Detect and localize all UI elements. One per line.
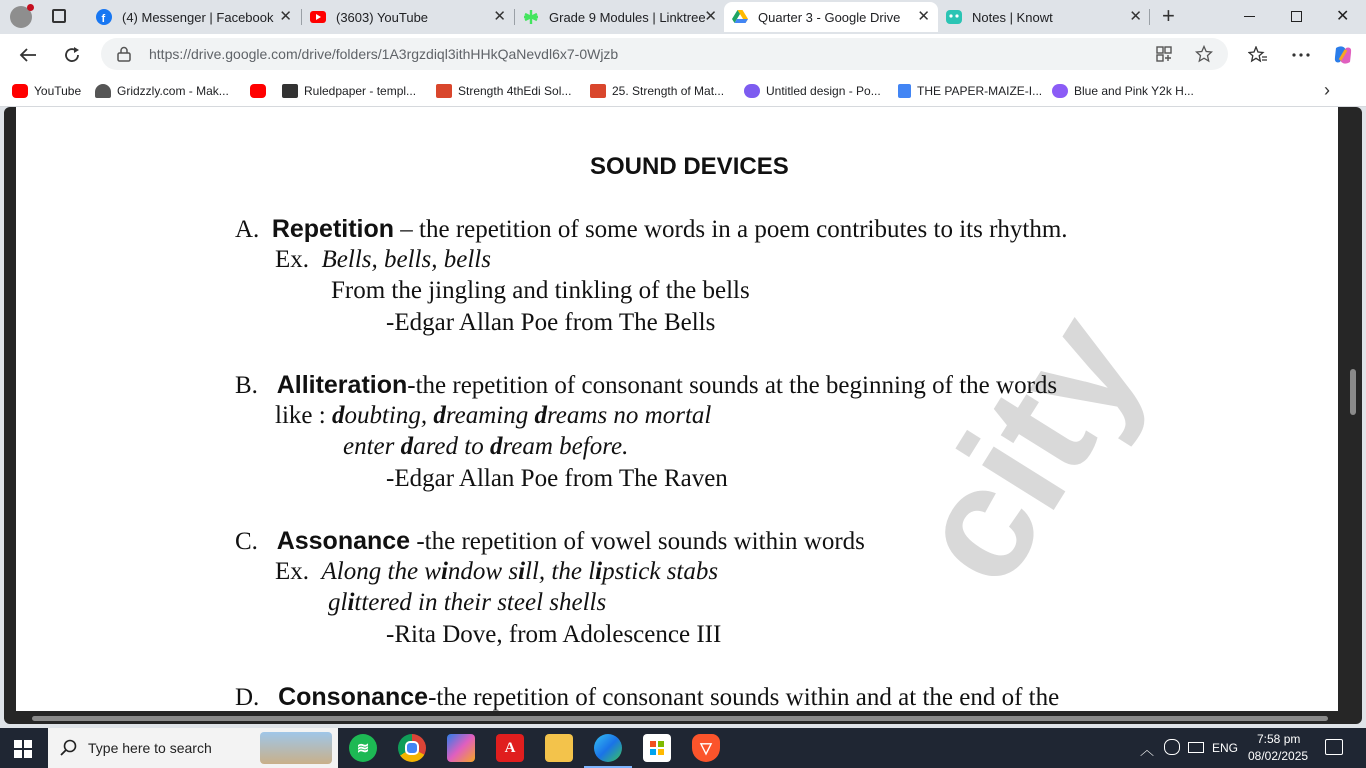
brave-icon[interactable]: ▽ — [692, 734, 720, 762]
close-tab-icon[interactable]: ✕ — [279, 8, 292, 25]
refresh-button[interactable] — [60, 43, 84, 67]
item-b-example: like : doubting, dreaming dreams no mortal — [275, 402, 712, 429]
acrobat-icon[interactable]: A — [496, 734, 524, 762]
show-hidden-icons-chevron-icon[interactable]: ︿ — [1140, 742, 1154, 758]
back-arrow-icon — [19, 47, 37, 63]
taskbar-search[interactable] — [48, 728, 338, 768]
clock-date[interactable]: 08/02/2025 — [1248, 749, 1309, 763]
bookmark-label: Blue and Pink Y2k H... — [1074, 84, 1194, 98]
favorite-star-icon[interactable] — [1195, 45, 1213, 63]
pdf-icon — [590, 84, 606, 98]
knowt-icon — [946, 9, 962, 25]
canva-icon — [744, 84, 760, 98]
close-tab-icon[interactable]: ✕ — [1129, 8, 1142, 25]
tab-actions-icon[interactable] — [52, 9, 66, 23]
url-text[interactable]: https://drive.google.com/drive/folders/1A3rgzdiql3ithHHkQaNevdl6x7-0Wjzb — [149, 46, 619, 62]
item-a: A. Repetition – the repetition of some words in a poem contributes to its rhythm. — [235, 215, 1068, 243]
bookmark-label: Strength 4thEdi Sol... — [458, 84, 572, 98]
google-docs-icon — [898, 84, 911, 98]
tab-google-drive[interactable] — [724, 2, 938, 32]
item-d: D. Consonance-the repetition of consonant sounds within and at the end of the — [235, 683, 1060, 711]
address-bar[interactable] — [101, 38, 1228, 70]
bookmark-label: 25. Strength of Mat... — [612, 84, 725, 98]
linktree-icon — [523, 9, 539, 25]
bookmark-ruledpaper[interactable] — [282, 82, 416, 100]
bookmark-untitled-design[interactable] — [744, 82, 881, 100]
favorites-list-icon — [1248, 46, 1268, 64]
item-c-example: Ex. Along the window sill, the lipstick stabs — [275, 558, 719, 585]
item-a-example-line2: From the jingling and tinkling of the bells — [331, 277, 750, 304]
file-explorer-icon[interactable] — [545, 734, 573, 762]
tab-messenger[interactable] — [88, 2, 300, 32]
more-options-button[interactable] — [1289, 43, 1313, 67]
favorites-button[interactable] — [1246, 43, 1270, 67]
bookmarks-bar — [0, 76, 1366, 107]
windows-taskbar — [0, 728, 1366, 768]
tab-strip — [0, 0, 1366, 34]
tab-youtube[interactable] — [302, 2, 514, 32]
search-placeholder: Type here to search — [88, 740, 212, 756]
bookmark-youtube-2[interactable] — [250, 82, 272, 100]
elephant-icon — [95, 84, 111, 98]
youtube-icon — [310, 9, 326, 25]
document-page — [16, 107, 1338, 711]
clock-time[interactable]: 7:58 pm — [1257, 732, 1301, 746]
copilot-button[interactable] — [1331, 43, 1355, 67]
svg-text:f: f — [101, 13, 106, 25]
bookmark-label: YouTube — [34, 84, 82, 98]
search-icon — [60, 739, 78, 757]
site-info-icon[interactable] — [117, 46, 131, 62]
document-title: SOUND DEVICES — [590, 153, 789, 180]
watermark: city — [877, 284, 1176, 613]
copilot-icon — [1332, 44, 1354, 66]
youtube-icon — [250, 84, 266, 98]
item-a-example: Ex. Bells, bells, bells — [275, 246, 491, 273]
restore-button[interactable] — [1291, 11, 1302, 22]
item-c: C. Assonance -the repetition of vowel sounds within words — [235, 527, 865, 555]
tab-label: Grade 9 Modules | Linktree — [549, 9, 706, 25]
notification-dot — [27, 4, 34, 11]
bookmark-strength-solutions[interactable] — [436, 82, 571, 100]
bookmark-label: Untitled design - Po... — [766, 84, 881, 98]
bookmark-youtube[interactable] — [12, 82, 81, 100]
vertical-scrollbar[interactable] — [1350, 369, 1356, 415]
more-bookmarks-chevron-icon[interactable]: › — [1324, 80, 1330, 100]
item-a-credit: -Edgar Allan Poe from The Bells — [386, 309, 716, 336]
horizontal-scrollbar[interactable] — [32, 716, 1328, 721]
item-c-example-line2: glittered in their steel shells — [328, 589, 607, 616]
new-tab-button[interactable]: + — [1162, 3, 1175, 28]
tab-label: Quarter 3 - Google Drive — [758, 9, 901, 25]
start-button[interactable] — [14, 740, 32, 758]
item-b-example-line2: enter dared to dream before. — [343, 433, 629, 460]
item-b-credit: -Edgar Allan Poe from The Raven — [386, 465, 728, 492]
pdf-viewer — [4, 107, 1362, 724]
youtube-icon — [12, 84, 28, 98]
meet-now-icon[interactable] — [1164, 739, 1180, 755]
facebook-icon — [96, 9, 112, 25]
back-button[interactable] — [16, 43, 40, 67]
item-c-credit: -Rita Dove, from Adolescence III — [386, 621, 722, 648]
search-highlight-image — [260, 732, 332, 764]
copilot-app-icon[interactable] — [447, 734, 475, 762]
microsoft-store-icon[interactable] — [643, 734, 671, 762]
bookmark-blue-pink[interactable] — [1052, 82, 1194, 100]
network-battery-icon[interactable] — [1188, 742, 1204, 753]
canva-icon — [1052, 84, 1068, 98]
bookmark-gridzzly[interactable] — [95, 82, 229, 100]
chrome-icon[interactable] — [398, 734, 426, 762]
windows-logo-icon — [14, 740, 32, 758]
close-tab-icon[interactable]: ✕ — [917, 8, 930, 25]
close-tab-icon[interactable]: ✕ — [493, 8, 506, 25]
tab-linktree[interactable] — [515, 2, 725, 32]
refresh-icon — [63, 46, 81, 64]
tab-label: Notes | Knowt — [972, 9, 1053, 25]
store-grid-icon — [649, 740, 665, 756]
close-window-button[interactable]: ✕ — [1336, 8, 1350, 25]
close-tab-icon[interactable]: ✕ — [704, 8, 717, 25]
edge-icon[interactable] — [594, 734, 622, 762]
spotify-icon[interactable]: ≋ — [349, 734, 377, 762]
pdf-icon — [436, 84, 452, 98]
more-dots-icon — [1292, 53, 1310, 57]
tab-knowt[interactable] — [938, 2, 1150, 32]
minimize-button[interactable] — [1244, 16, 1255, 17]
ruledpaper-icon — [282, 84, 298, 98]
item-b: B. Alliteration-the repetition of consonant sounds at the beginning of the words — [235, 371, 1058, 399]
bookmark-strength-of-materials[interactable] — [590, 82, 724, 100]
app-available-icon[interactable] — [1156, 46, 1172, 62]
google-drive-icon — [732, 9, 748, 25]
bookmark-label: Gridzzly.com - Mak... — [117, 84, 229, 98]
browser-toolbar — [0, 34, 1366, 76]
language-indicator[interactable]: ENG — [1212, 741, 1239, 755]
bookmark-label: THE PAPER-MAIZE-I... — [917, 84, 1043, 98]
tab-label: (3603) YouTube — [336, 9, 429, 25]
bookmark-paper-maize[interactable] — [898, 82, 1042, 100]
bookmark-label: Ruledpaper - templ... — [304, 84, 417, 98]
notifications-icon[interactable] — [1325, 739, 1343, 755]
tab-label: (4) Messenger | Facebook — [122, 9, 274, 25]
profile-avatar[interactable] — [10, 6, 32, 28]
